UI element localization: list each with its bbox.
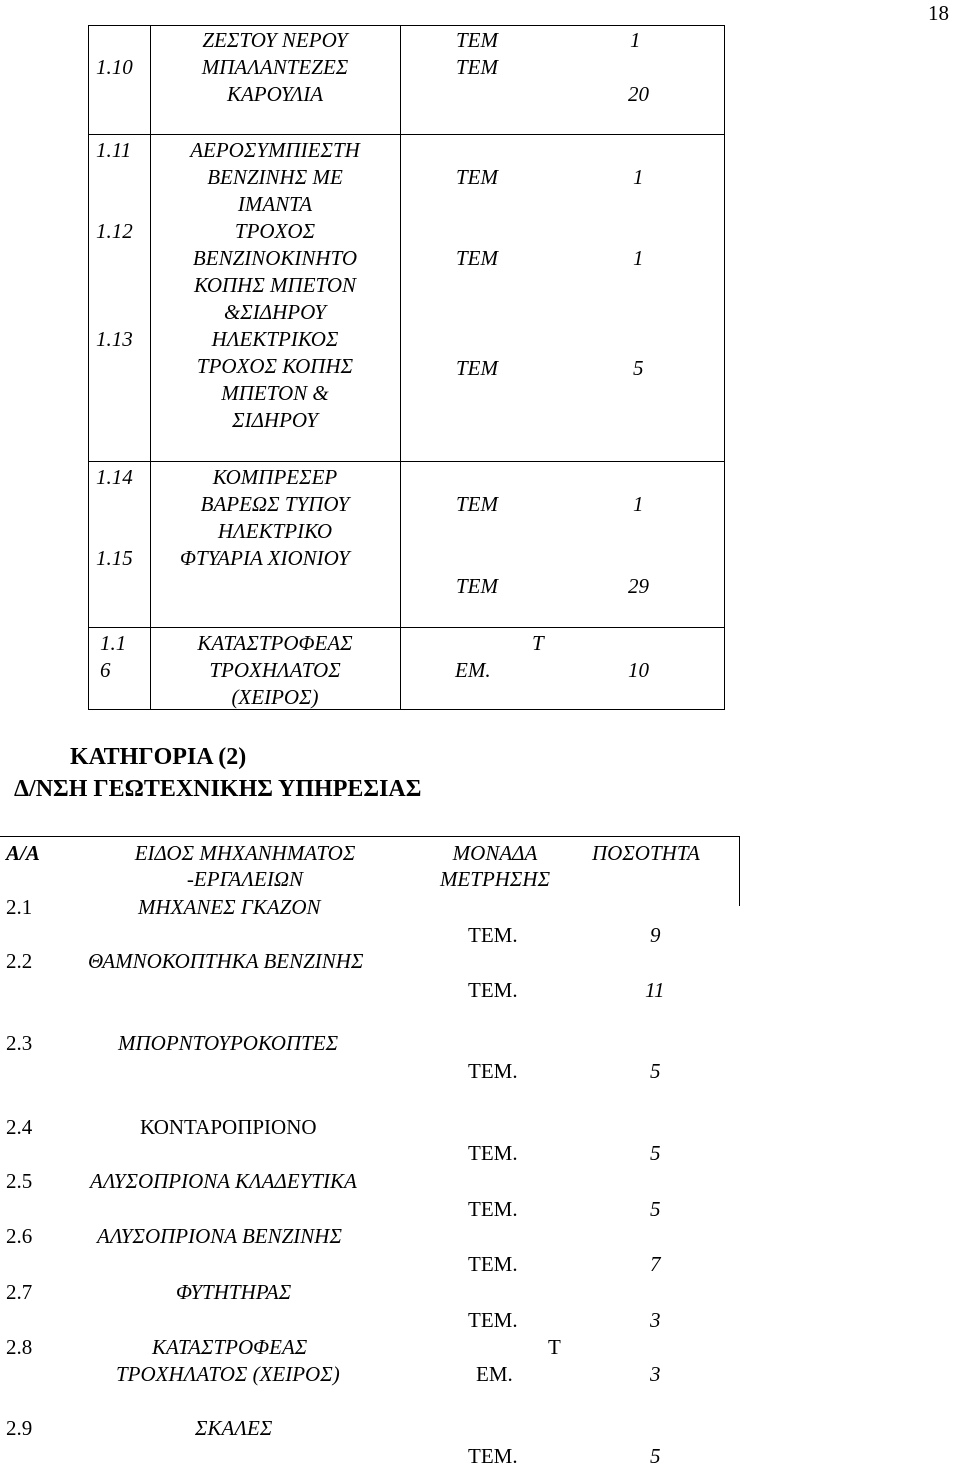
item-number: 2.1 [6,895,33,919]
quantity-cell: 1 [633,246,644,270]
item-number: 1.1 [100,631,127,655]
quantity-cell: 20 [628,82,649,106]
item-number: 2.3 [6,1031,33,1055]
category-heading: ΚΑΤΗΓΟΡΙΑ (2) [70,744,247,770]
quantity-cell: 3 [650,1362,661,1386]
item-number: 2.7 [6,1280,33,1304]
item-description: ΚΑΡΟΥΛΙΑ [226,82,324,106]
item-description: &ΣΙΔΗΡΟΥ [223,300,327,324]
item-description: ΗΛΕΚΤΡΙΚΟΣ [211,327,339,351]
item-description: ΣΚΑΛΕΣ [195,1416,273,1440]
unit-cell: ΤΕΜ [456,246,498,270]
quantity-cell: 5 [650,1059,661,1083]
quantity-cell: 5 [633,356,644,380]
quantity-cell: 3 [650,1308,661,1332]
item-description: ΒΑΡΕΩΣ ΤΥΠΟΥ [200,492,350,516]
quantity-cell: 5 [650,1444,661,1468]
quantity-cell: 1 [633,492,644,516]
item-description: ΜΠΕΤΟΝ & [221,381,329,405]
unit-cell: ΤΕΜ. [468,978,518,1002]
item-description: ΤΡΟΧΗΛΑΤΟΣ (ΧΕΙΡΟΣ) [116,1362,340,1386]
item-number: 2.6 [6,1224,33,1248]
item-number: 2.8 [6,1335,33,1359]
quantity-cell: 10 [628,658,649,682]
item-description: ΘΑΜΝΟΚΟΠΤΗΚΑ ΒΕΝΖΙΝΗΣ [88,949,364,973]
quantity-cell: 1 [633,165,644,189]
item-number: 1.14 [96,465,133,489]
item-number: 1.11 [96,138,132,162]
department-heading: Δ/ΝΣΗ ΓΕΩΤΕΧΝΙΚΗΣ ΥΠΗΡΕΣΙΑΣ [14,776,422,802]
column-header-item: -ΕΡΓΑΛΕΙΩΝ [186,867,304,891]
unit-cell: ΤΕΜ. [468,1059,518,1083]
item-description: ΤΡΟΧΗΛΑΤΟΣ [209,658,341,682]
unit-cell: ΕΜ. [476,1362,513,1386]
item-description: ΑΕΡΟΣΥΜΠΙΕΣΤΗ [190,138,360,162]
quantity-cell: 5 [650,1197,661,1221]
column-header-quantity: ΠΟΣΟΤΗΤΑ [592,841,700,865]
item-description: ΒΕΝΖΙΝΗΣ ΜΕ [207,165,343,189]
unit-cell: ΤΕΜ. [468,1308,518,1332]
quantity-cell: 29 [628,574,649,598]
unit-cell: ΤΕΜ. [468,1197,518,1221]
item-description: ΜΠΑΛΑΝΤΕΖΕΣ [201,55,349,79]
item-description: ΖΕΣΤΟΥ ΝΕΡΟΥ [202,28,348,52]
item-description: ΣΙΔΗΡΟΥ [232,408,318,432]
item-description: ΚΟΜΠΡΕΣΕΡ [212,465,338,489]
item-number: 6 [100,658,111,682]
unit-cell: ΤΕΜ. [468,923,518,947]
item-description: ΑΛΥΣΟΠΡΙΟΝΑ ΒΕΝΖΙΝΗΣ [97,1224,342,1248]
item-description: ΦΥΤΗΤΗΡΑΣ [176,1280,292,1304]
item-description: (ΧΕΙΡΟΣ) [231,685,319,709]
unit-cell: ΤΕΜ. [468,1252,518,1276]
item-description: ΑΛΥΣΟΠΡΙΟΝΑ ΚΛΑΔΕΥΤΙΚΑ [90,1169,357,1193]
item-description: ΜΠΟΡΝΤΟΥΡΟΚΟΠΤΕΣ [118,1031,339,1055]
column-header-aa: Α/Α [6,841,40,865]
item-description: ΚΑΤΑΣΤΡΟΦΕΑΣ [197,631,353,655]
item-description: ΦΤΥΑΡΙΑ ΧΙΟΝΙΟΥ [180,546,350,570]
item-description: ΤΡΟΧΟΣ ΚΟΠΗΣ [196,354,354,378]
item-description: ΚΑΤΑΣΤΡΟΦΕΑΣ [152,1335,308,1359]
quantity-cell: 7 [650,1252,661,1276]
item-number: 2.4 [6,1115,33,1139]
item-description: ΙΜΑΝΤΑ [237,192,313,216]
item-description: ΚΟΝΤΑΡΟΠΡΙΟΝΟ [140,1115,317,1139]
item-number: 2.5 [6,1169,33,1193]
unit-cell: Τ [548,1335,561,1359]
item-number: 1.15 [96,546,133,570]
quantity-cell: 9 [650,923,661,947]
unit-cell: ΤΕΜ [456,165,498,189]
quantity-cell: 5 [650,1141,661,1165]
item-number: 2.9 [6,1416,33,1440]
unit-cell: ΤΕΜ [456,574,498,598]
column-header-item: ΕΙΔΟΣ ΜΗΧΑΝΗΜΑΤΟΣ [134,841,356,865]
item-description: ΗΛΕΚΤΡΙΚΟ [217,519,333,543]
quantity-cell: 11 [645,978,665,1002]
unit-cell: ΤΕΜ. [468,1444,518,1468]
column-header-unit: ΜΟΝΑΔΑ [452,841,538,865]
item-description: ΜΗΧΑΝΕΣ ΓΚΑΖΟΝ [138,895,321,919]
unit-cell: ΤΕΜ [456,356,498,380]
unit-cell: ΤΕΜ [456,55,498,79]
unit-cell: ΤΕΜ [456,28,498,52]
unit-cell: ΤΕΜ [456,492,498,516]
item-number: 2.2 [6,949,33,973]
item-description: ΒΕΝΖΙΝΟΚΙΝΗΤΟ [192,246,358,270]
item-description: ΤΡΟΧΟΣ [234,219,316,243]
item-number: 1.13 [96,327,133,351]
page-number: 18 [928,1,949,25]
quantity-cell: 1 [630,28,641,52]
unit-cell: ΕΜ. [455,658,491,682]
unit-cell: ΤΕΜ. [468,1141,518,1165]
column-header-unit: ΜΕΤΡΗΣΗΣ [439,867,551,891]
unit-cell: Τ [532,631,544,655]
item-number: 1.12 [96,219,133,243]
item-description: ΚΟΠΗΣ ΜΠΕΤΟΝ [193,273,357,297]
item-number: 1.10 [96,55,133,79]
